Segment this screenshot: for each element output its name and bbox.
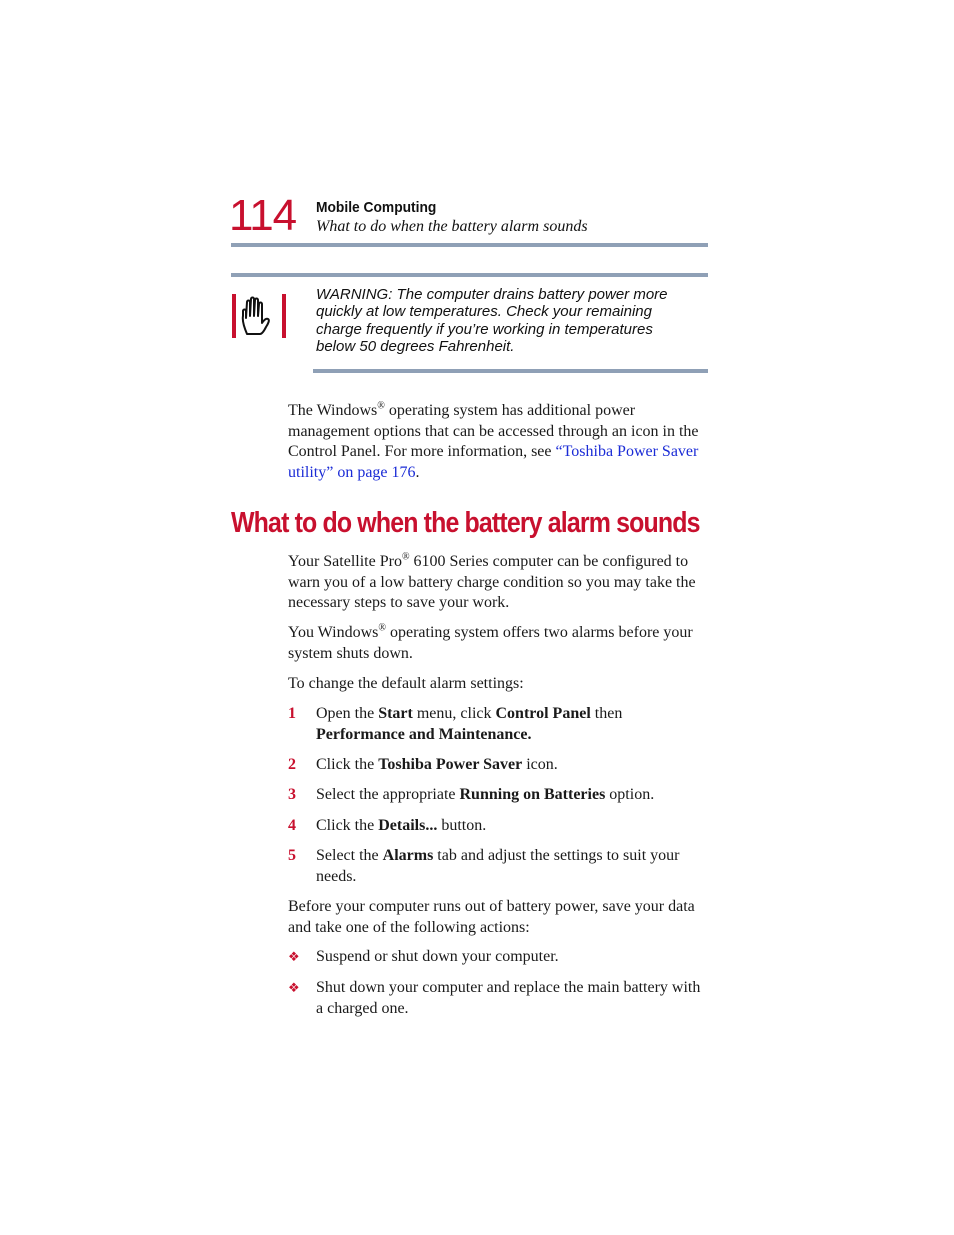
cross-reference-link[interactable]: “Toshiba Power Saver utility” on page 176 [288, 443, 699, 481]
section-paragraph-3: To change the default alarm settings: [288, 675, 524, 692]
warning-bottom-rule [313, 369, 708, 373]
header-rule [231, 243, 708, 247]
section-subtitle: What to do when the battery alarm sounds [316, 218, 588, 235]
step-number: 4 [288, 817, 296, 834]
actions-intro-paragraph: Before your computer runs out of battery power, save your data and take one of the following actions: [288, 898, 695, 936]
step-text: Select the Alarms tab and adjust the settings to suit your needs. [316, 847, 680, 885]
step-number: 5 [288, 847, 296, 864]
page-number: 114 [229, 191, 297, 240]
step-text: Select the appropriate Running on Batteries option. [316, 786, 655, 803]
intro-paragraph [288, 401, 708, 483]
intro-text-2: operating system has additional power management options that can be accessed through an icon in the Control Panel. For more information, see [288, 402, 699, 460]
intro-text-1: The Windows [288, 402, 378, 419]
chapter-title: Mobile Computing [316, 199, 437, 216]
diamond-bullet-icon: ❖ [288, 980, 300, 995]
step-text: Click the Details... button. [316, 817, 487, 834]
step-number: 2 [288, 756, 296, 773]
stop-hand-icon [232, 294, 286, 338]
para2-text-2: operating system offers two alarms before your system shuts down. [288, 624, 693, 662]
section-paragraph-2 [288, 623, 708, 664]
step-number: 3 [288, 786, 296, 803]
section-heading: What to do when the battery alarm sounds [231, 507, 700, 539]
registered-mark: ® [401, 551, 410, 563]
intro-text-3: . [415, 463, 420, 481]
registered-mark: ® [378, 622, 386, 634]
warning-text: WARNING: The computer drains battery power more quickly at low temperatures. Check your remaining charge frequently if you’re working in temperatures below 50 degrees Fahrenheit. [316, 286, 668, 355]
running-header [316, 199, 588, 236]
step-number: 1 [288, 705, 296, 722]
diamond-bullet-icon: ❖ [288, 949, 300, 964]
para1-text-1: Your Satellite Pro [288, 553, 402, 570]
para1-text-2: 6100 Series computer can be configured to warn you of a low battery charge condition so you may take the necessary steps to save your work. [288, 553, 696, 611]
warning-top-rule [231, 273, 708, 277]
para2-text-1: You Windows [288, 624, 379, 641]
section-paragraph-1 [288, 552, 708, 614]
registered-mark: ® [377, 400, 385, 412]
step-text: Click the Toshiba Power Saver icon. [316, 756, 558, 773]
step-text: Open the Start menu, click Control Panel then Performance and Maintenance. [316, 705, 623, 743]
bullet-text: Suspend or shut down your computer. [316, 948, 559, 965]
bullet-text: Shut down your computer and replace the main battery with a charged one. [316, 979, 701, 1017]
